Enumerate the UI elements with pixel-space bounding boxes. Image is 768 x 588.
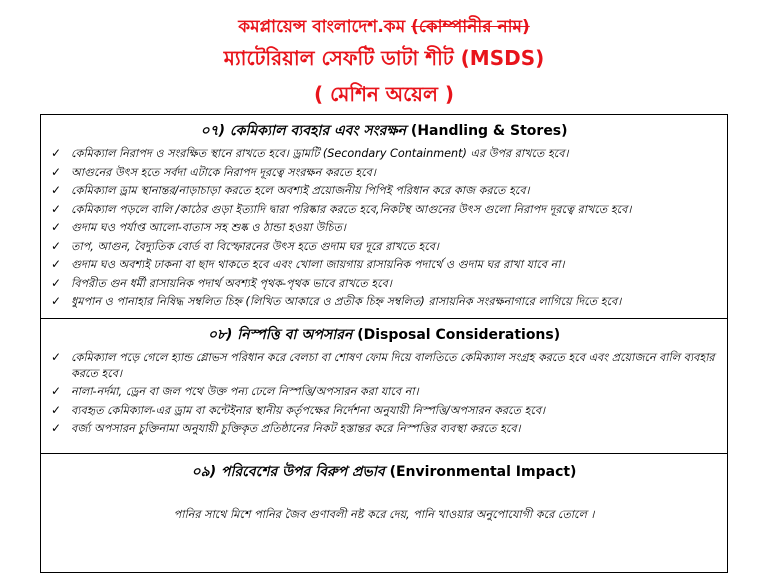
section-handling-stores [40,114,728,319]
environmental-impact-text: পানির সাথে মিশে পানির জৈব গুণাবলী নষ্ট করে দেয়, পানি খাওয়ার অনুপোযোগী করে তোলে । [173,508,595,521]
section-title-bn: ০৭) কেমিক্যাল ব্যবহার এবং সংরক্ষন [200,123,407,139]
document-subtitle: ( মেশিন অয়েল ) [314,82,454,106]
list-item [51,164,721,181]
list-item [51,294,721,310]
section-title-en: (Handling & Stores) [410,123,568,139]
list-item-text: ধুমপান ও পানাহার নিষিদ্ধ সম্বলিত চিহ্ন (লিখিত আকারে ও প্রতীক চিহ্ন সম্বলিত) রাসায়নিক সংরক্ষনাগারে লাগিয়ে দিতে হবে। [71,295,622,308]
section-title [41,323,727,347]
list-item [51,257,721,273]
check-icon: ✓ [51,384,62,398]
section-title [41,460,727,484]
check-icon: ✓ [51,220,62,234]
company-name [0,14,768,42]
list-item-text: নালা-নর্দমা, ড্রেন বা জল পথে উক্ত পন্য ঢেলে নিস্পত্তি/অপসারন করা যাবে না। [71,385,419,398]
section-title [41,119,727,143]
handling-list [41,146,727,310]
check-icon: ✓ [51,183,62,197]
check-icon: ✓ [51,257,62,271]
check-icon: ✓ [51,164,62,179]
list-item-text: গুদাম ঘও পর্যাপ্ত আলো-বাতাস সহ শুষ্ক ও ঠান্ডা হওয়া উচিত। [71,221,346,234]
section-environmental-impact [40,453,728,573]
check-icon: ✓ [51,350,62,364]
list-item [51,402,721,419]
list-item-text: ব্যবহৃত কেমিক্যাল-এর ড্রাম বা কন্টেইনার স্থানীয় কর্তৃপক্ষের নির্দেশনা অনুযায়ী নিস্পত্তি/অপসারন করতে হবে। [71,403,546,417]
list-item [51,238,721,255]
document-title: ম্যাটেরিয়াল সেফটি ডাটা শীট (MSDS) [223,46,545,70]
list-item-text: কেমিক্যাল ড্রাম স্থানান্তর/নাড়াচাড়া করতে হলে অবশ্যই প্রয়োজনীয় পিপিই পরিধান করে কাজ করতে হবে। [71,184,530,197]
section-title-bn: ০৮) নিস্পত্তি বা অপসারন [207,327,353,343]
list-item-text: কেমিক্যাল পড়লে বালি /কাঠের গুড়া ইত্যাদি দ্বারা পরিষ্কার করতে হবে,নিকটস্থ আগুনের উৎস গুলো নিরাপদ দূরত্বে রাখতে হবে। [71,202,632,216]
check-icon: ✓ [51,146,62,160]
list-item-text: বিপরীত গুন ধর্মী রাসায়নিক পদার্থ অবশ্যই পৃথক-পৃথক ভাবে রাখতে হবে। [71,276,392,290]
list-item [51,421,721,437]
section-disposal [40,318,728,454]
section-title-bn: ০৯) পরিবেশের উপর বিরুপ প্রভাব [191,464,385,480]
list-item-text: কেমিক্যাল পড়ে গেলে হ্যান্ড গ্লোভস পরিধান করে বেলচা বা শোষণ ফোম দিয়ে বালতিতে কেমিক্যাল সংগ্রহ করতে হবে এবং প্রয়োজনে বালি ব্যবহার করতে হবে। [71,351,715,380]
section-title-en: (Environmental Impact) [389,464,577,480]
company-name-text: কমপ্লায়েন্স বাংলাদেশ.কম [238,17,406,37]
list-item [51,146,721,162]
check-icon: ✓ [51,402,62,417]
list-item [51,201,721,218]
list-item-text: তাপ, আগুন, বৈদ্যুতিক বোর্ড বা বিস্ফোরনের উৎস হতে গুদাম ঘর দূরে রাখতে হবে। [71,239,439,253]
list-item-text: গুদাম ঘও অবশ্যই ঢাকনা বা ছাদ থাকতে হবে এবং খোলা জায়গায় রাসায়নিক পদার্থে ও গুদাম ঘর রাখা যাবে না। [71,258,565,271]
check-icon: ✓ [51,275,62,290]
list-item [51,275,721,292]
check-icon: ✓ [51,294,62,308]
list-item-text: কেমিক্যাল নিরাপদ ও সংরক্ষিত স্থানে রাখতে হবে। ড্রামটি (Secondary Containment) এর উপর রাখতে হবে। [71,147,569,160]
list-item [51,384,721,400]
check-icon: ✓ [51,201,62,216]
list-item [51,350,721,381]
list-item-text: আগুনের উৎস হতে সর্বদা এটাকে নিরাপদ দূরত্বে সংরক্ষন করতে হবে। [71,165,376,179]
list-item [51,183,721,199]
list-item-text: বর্জ্য অপসারন চুক্তিনামা অনুযায়ী চুক্তিকৃত প্রতিষ্ঠানের নিকট হস্তান্তর করে নিস্পত্তির ব্যবস্থা করতে হবে। [71,422,521,435]
check-icon: ✓ [51,421,62,435]
check-icon: ✓ [51,238,62,253]
disposal-list [41,350,727,437]
list-item [51,220,721,236]
section-title-en: (Disposal Considerations) [357,327,561,343]
company-name-struck: (কোম্পানীর নাম) [411,17,530,37]
